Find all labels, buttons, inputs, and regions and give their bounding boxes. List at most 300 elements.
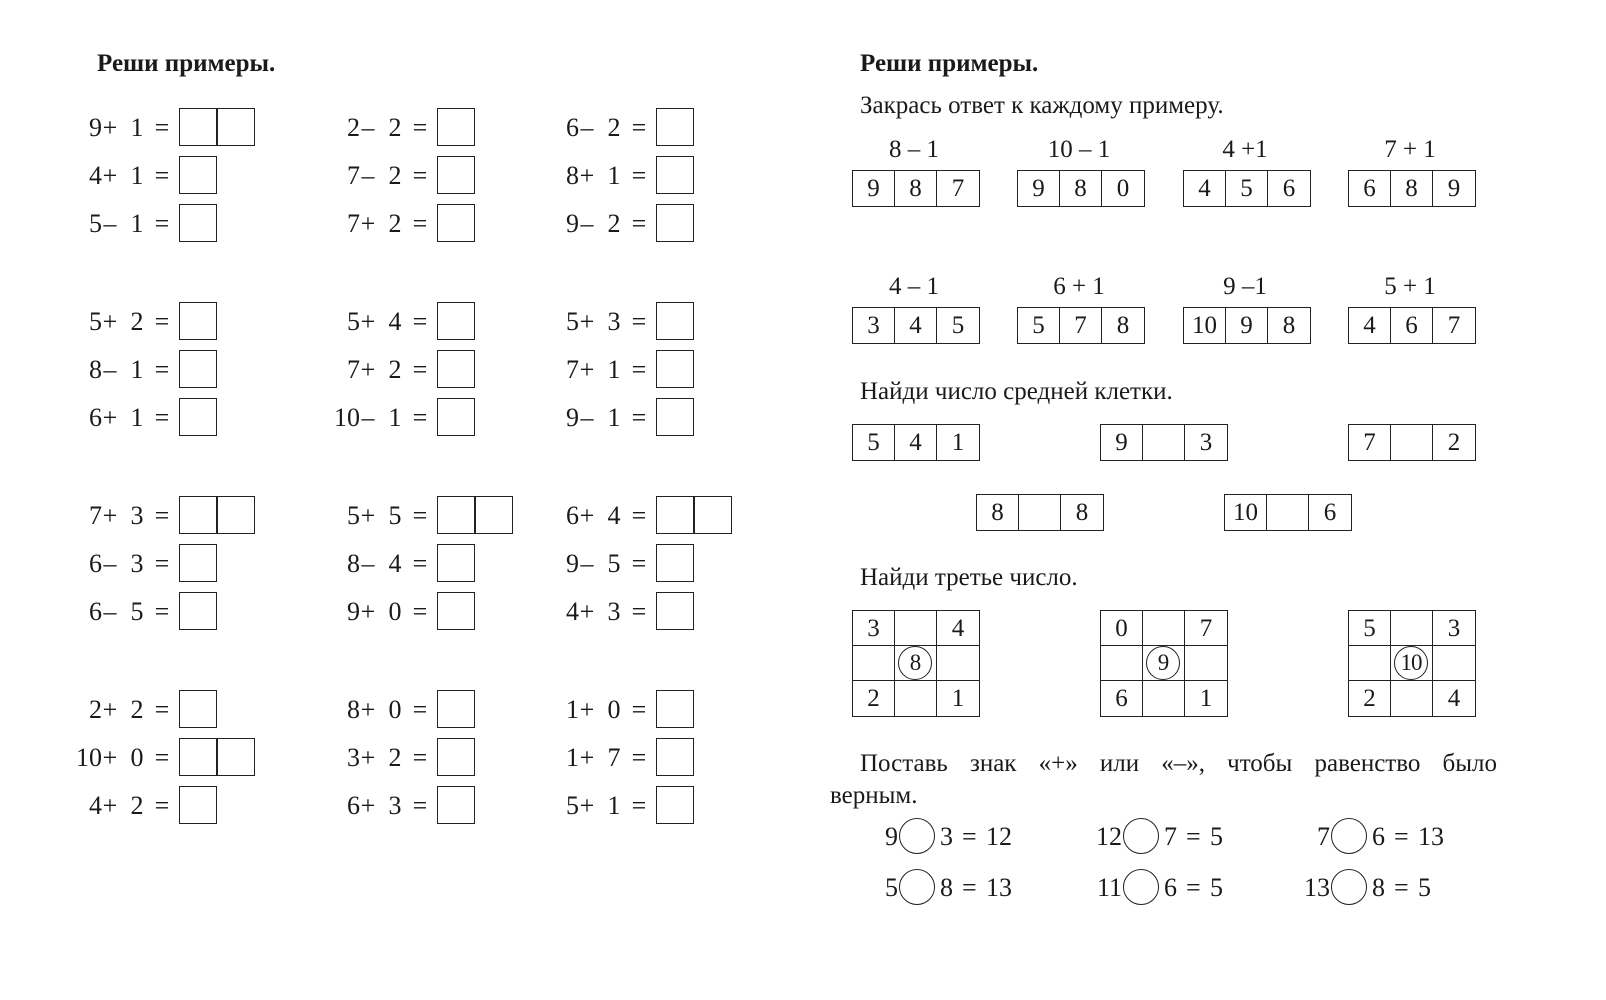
equation (58, 496, 258, 536)
equals-sign: = (631, 161, 647, 190)
equation (535, 786, 735, 826)
sign-circle[interactable] (1123, 869, 1159, 905)
middle-cell[interactable] (1143, 425, 1185, 460)
answer-cell[interactable]: 8 (1116, 312, 1130, 339)
middle-cell[interactable] (1019, 495, 1061, 530)
empty-cell[interactable] (1349, 646, 1391, 681)
grid-cell: 0 (1101, 611, 1143, 646)
equals-sign: = (631, 791, 647, 820)
task1-instruction: Закрась ответ к каждому примеру. (860, 92, 1224, 119)
operand-a: 4 (566, 597, 579, 626)
operand-b: 2 (388, 355, 402, 384)
answer-cell[interactable]: 5 (951, 312, 965, 339)
answer-box[interactable] (437, 350, 475, 388)
task3-instruction: Найди третье число. (860, 564, 1078, 591)
operand-a: 8 (566, 161, 579, 190)
center-circle: 10 (1394, 646, 1428, 680)
operator: + (102, 695, 118, 724)
equals-sign: = (1394, 822, 1409, 851)
operand-a: 9 (885, 822, 898, 851)
answer-box[interactable] (179, 302, 217, 340)
equation (58, 350, 258, 390)
operator: – (361, 403, 375, 432)
operand-a: 5 (347, 307, 360, 336)
empty-cell[interactable] (1391, 611, 1433, 646)
equals-sign: = (962, 873, 977, 902)
equation (535, 398, 735, 438)
sign-circle[interactable] (1123, 818, 1159, 854)
operand-b: 5 (388, 501, 402, 530)
equation (316, 156, 516, 196)
answer-box[interactable] (656, 204, 694, 242)
equation (535, 544, 735, 584)
grid-cell: 3 (1433, 611, 1475, 646)
answer-box[interactable] (656, 108, 694, 146)
answer-cell[interactable]: 9 (853, 171, 895, 206)
strip-cell: 7 (1349, 425, 1391, 460)
answer-cell[interactable]: 9 (1447, 175, 1461, 202)
operator: + (579, 695, 595, 724)
operand-a: 6 (89, 549, 102, 578)
task4-instruction-line2: верным. (830, 782, 918, 809)
equals-sign: = (412, 403, 428, 432)
answer-box[interactable] (179, 738, 217, 776)
operand-b: 4 (607, 501, 621, 530)
equation (535, 592, 735, 632)
answer-cell[interactable]: 8 (1391, 171, 1433, 206)
answer-box[interactable] (179, 690, 217, 728)
operator: – (103, 209, 117, 238)
operand-b: 3 (940, 822, 953, 851)
answer-box[interactable] (179, 496, 217, 534)
equals-sign: = (154, 791, 170, 820)
equation (535, 496, 735, 536)
equation (316, 350, 516, 390)
equals-sign: = (412, 161, 428, 190)
equation (316, 398, 516, 438)
operator: + (102, 743, 118, 772)
equation (535, 204, 735, 244)
operand-a: 7 (347, 355, 360, 384)
grid-cell (1391, 646, 1433, 681)
operand-a: 7 (566, 355, 579, 384)
strip-cell: 8 (977, 495, 1019, 530)
sign-equation (1300, 818, 1500, 858)
answer-box[interactable] (437, 544, 475, 582)
answer-box[interactable] (179, 592, 217, 630)
answer-cell[interactable]: 8 (895, 171, 937, 206)
sign-circle[interactable] (1331, 818, 1367, 854)
equation (316, 496, 516, 536)
operand-a: 8 (89, 355, 102, 384)
equation (58, 738, 258, 778)
answer-cell[interactable]: 8 (1060, 171, 1102, 206)
answer-box[interactable] (437, 204, 475, 242)
operand-a: 8 (347, 695, 360, 724)
equals-sign: = (631, 355, 647, 384)
task2-strip (976, 494, 1104, 531)
operand-a: 7 (347, 209, 360, 238)
equals-sign: = (631, 695, 647, 724)
answer-box[interactable] (217, 108, 255, 146)
operand-a: 5 (347, 501, 360, 530)
operand-a: 7 (89, 501, 102, 530)
answer-box[interactable] (656, 544, 694, 582)
operator: + (360, 695, 376, 724)
equals-sign: = (154, 403, 170, 432)
operand-b: 5 (130, 597, 144, 626)
empty-cell[interactable] (895, 611, 937, 646)
middle-cell[interactable] (1267, 495, 1309, 530)
operator: – (103, 355, 117, 384)
answer-box[interactable] (437, 786, 475, 824)
sign-equation (1092, 869, 1292, 909)
answer-box[interactable] (437, 690, 475, 728)
answer-box[interactable] (437, 738, 475, 776)
grid-cell: 4 (937, 611, 979, 646)
equation (535, 108, 735, 148)
task1-answer-strip (1183, 307, 1311, 344)
equals-sign: = (154, 161, 170, 190)
answer-cell[interactable]: 4 (1184, 171, 1226, 206)
task1-answer-strip (1348, 307, 1476, 344)
operand-a: 8 (347, 549, 360, 578)
grid-cell (1143, 646, 1185, 681)
equation (316, 690, 516, 730)
operator: – (103, 597, 117, 626)
operand-b: 1 (607, 403, 621, 432)
answer-box[interactable] (217, 738, 255, 776)
operand-b: 3 (388, 791, 402, 820)
sign-equation (1300, 869, 1500, 909)
operator: + (360, 597, 376, 626)
empty-cell[interactable] (1143, 681, 1185, 716)
equation (316, 302, 516, 342)
answer-box[interactable] (437, 592, 475, 630)
equals-sign: = (412, 209, 428, 238)
operator: + (579, 355, 595, 384)
sign-equation (868, 869, 1068, 909)
operand-b: 2 (607, 113, 621, 142)
operand-b: 1 (130, 113, 144, 142)
answer-cell[interactable]: 7 (951, 175, 965, 202)
operand-b: 2 (388, 161, 402, 190)
answer-box[interactable] (437, 108, 475, 146)
operand-b: 1 (130, 161, 144, 190)
operand-b: 5 (607, 549, 621, 578)
strip-cell: 9 (1101, 425, 1143, 460)
operand-a: 7 (347, 161, 360, 190)
sign-circle[interactable] (899, 869, 935, 905)
answer-box[interactable] (179, 350, 217, 388)
operand-b: 2 (388, 209, 402, 238)
operand-b: 3 (607, 307, 621, 336)
empty-cell[interactable] (853, 646, 895, 681)
grid-cell: 1 (951, 685, 965, 712)
answer-cell[interactable]: 0 (1116, 175, 1130, 202)
answer-cell[interactable]: 9 (1018, 171, 1060, 206)
empty-cell[interactable] (1391, 681, 1433, 716)
strip-cell: 1 (951, 429, 965, 456)
operator: – (361, 161, 375, 190)
operand-a: 5 (566, 307, 579, 336)
equation (535, 302, 735, 342)
answer-box[interactable] (656, 690, 694, 728)
sign-circle[interactable] (899, 818, 935, 854)
answer-cell[interactable]: 7 (1447, 312, 1461, 339)
answer-box[interactable] (179, 544, 217, 582)
equals-sign: = (631, 307, 647, 336)
operand-a: 4 (89, 161, 102, 190)
operand-b: 2 (388, 113, 402, 142)
equation (58, 690, 258, 730)
operand-b: 2 (130, 695, 144, 724)
answer-cell[interactable]: 3 (853, 308, 895, 343)
answer-cell[interactable]: 6 (1349, 171, 1391, 206)
answer-box[interactable] (475, 496, 513, 534)
task1-answer-strip (1017, 170, 1145, 207)
empty-cell[interactable] (1185, 646, 1227, 681)
answer-cell[interactable]: 8 (1282, 312, 1296, 339)
operator: + (579, 791, 595, 820)
answer-cell[interactable]: 9 (1226, 308, 1268, 343)
operand-a: 3 (347, 743, 360, 772)
equals-sign: = (962, 822, 977, 851)
operand-b: 1 (607, 355, 621, 384)
empty-cell[interactable] (937, 646, 979, 681)
answer-box[interactable] (437, 398, 475, 436)
answer-cell[interactable]: 5 (1018, 308, 1060, 343)
operator: + (360, 743, 376, 772)
operator: + (102, 501, 118, 530)
operand-b: 1 (388, 403, 402, 432)
center-circle: 9 (1146, 646, 1180, 680)
answer-cell[interactable]: 5 (1226, 171, 1268, 206)
result: 13 (1418, 822, 1444, 851)
operand-a: 7 (1317, 822, 1330, 851)
equals-sign: = (631, 743, 647, 772)
operand-b: 0 (607, 695, 621, 724)
operator: – (580, 549, 594, 578)
task3-grid (1348, 610, 1476, 717)
operand-b: 0 (388, 695, 402, 724)
operand-a: 6 (566, 501, 579, 530)
answer-cell[interactable]: 6 (1282, 175, 1296, 202)
operand-b: 3 (130, 549, 144, 578)
empty-cell[interactable] (895, 681, 937, 716)
equation (58, 108, 258, 148)
operand-a: 9 (566, 403, 579, 432)
answer-cell[interactable]: 4 (895, 308, 937, 343)
operand-a: 9 (347, 597, 360, 626)
equals-sign: = (154, 501, 170, 530)
equals-sign: = (154, 355, 170, 384)
task1-expression: 4 +1 (1222, 136, 1268, 163)
empty-cell[interactable] (1101, 646, 1143, 681)
grid-cell: 2 (1349, 681, 1391, 716)
task3-grid (852, 610, 980, 717)
answer-box[interactable] (179, 398, 217, 436)
grid-cell: 1 (1199, 685, 1213, 712)
equation (58, 544, 258, 584)
equals-sign: = (412, 791, 428, 820)
middle-cell[interactable]: 4 (895, 425, 937, 460)
equals-sign: = (154, 307, 170, 336)
operand-b: 1 (607, 791, 621, 820)
operand-b: 1 (130, 403, 144, 432)
answer-cell[interactable]: 4 (1349, 308, 1391, 343)
answer-cell[interactable]: 10 (1184, 308, 1226, 343)
task2-strip (1348, 424, 1476, 461)
operator: – (580, 209, 594, 238)
equation (316, 108, 516, 148)
answer-box[interactable] (656, 786, 694, 824)
equals-sign: = (412, 549, 428, 578)
equals-sign: = (631, 403, 647, 432)
operand-b: 3 (607, 597, 621, 626)
equation (316, 544, 516, 584)
operand-b: 8 (1372, 873, 1385, 902)
result: 13 (986, 873, 1012, 902)
equals-sign: = (631, 549, 647, 578)
answer-box[interactable] (656, 156, 694, 194)
equation (535, 350, 735, 390)
operand-a: 9 (566, 209, 579, 238)
operand-b: 1 (130, 209, 144, 238)
equals-sign: = (1394, 873, 1409, 902)
operator: + (360, 307, 376, 336)
answer-box[interactable] (656, 496, 694, 534)
answer-box[interactable] (656, 592, 694, 630)
operand-a: 5 (885, 873, 898, 902)
answer-cell[interactable]: 7 (1060, 308, 1102, 343)
operand-a: 2 (347, 113, 360, 142)
answer-box[interactable] (437, 302, 475, 340)
operand-b: 8 (940, 873, 953, 902)
sign-circle[interactable] (1331, 869, 1367, 905)
task1-answer-strip (852, 170, 980, 207)
operand-a: 2 (89, 695, 102, 724)
operand-a: 10 (334, 403, 360, 432)
task2-strip (852, 424, 980, 461)
result: 5 (1210, 822, 1223, 851)
operand-a: 9 (566, 549, 579, 578)
left-title: Реши примеры. (97, 50, 276, 77)
operand-a: 4 (89, 791, 102, 820)
operand-a: 6 (89, 403, 102, 432)
answer-box[interactable] (694, 496, 732, 534)
operand-b: 0 (388, 597, 402, 626)
equals-sign: = (631, 209, 647, 238)
equation (58, 156, 258, 196)
answer-box[interactable] (179, 156, 217, 194)
task1-expression: 7 + 1 (1384, 136, 1436, 163)
operator: + (360, 355, 376, 384)
grid-cell: 5 (1349, 611, 1391, 646)
answer-box[interactable] (656, 738, 694, 776)
grid-cell: 3 (853, 611, 895, 646)
task1-expression: 4 – 1 (889, 273, 939, 300)
grid-cell: 7 (1185, 611, 1227, 646)
answer-box[interactable] (179, 204, 217, 242)
operator: + (360, 501, 376, 530)
equals-sign: = (154, 113, 170, 142)
equals-sign: = (631, 113, 647, 142)
answer-box[interactable] (179, 108, 217, 146)
task1-answer-strip (1017, 307, 1145, 344)
equation (58, 786, 258, 826)
equals-sign: = (631, 501, 647, 530)
empty-cell[interactable] (1433, 646, 1475, 681)
operand-b: 2 (607, 209, 621, 238)
task1-expression: 6 + 1 (1053, 273, 1105, 300)
task2-instruction: Найди число средней клетки. (860, 378, 1173, 405)
operator: + (579, 307, 595, 336)
operator: + (360, 791, 376, 820)
operator: + (579, 501, 595, 530)
equation (316, 786, 516, 826)
operator: + (102, 113, 118, 142)
answer-cell[interactable]: 6 (1391, 308, 1433, 343)
operator: – (361, 113, 375, 142)
operand-b: 2 (388, 743, 402, 772)
operand-a: 5 (89, 307, 102, 336)
task2-strip (1224, 494, 1352, 531)
answer-box[interactable] (437, 496, 475, 534)
operand-b: 6 (1164, 873, 1177, 902)
equation (58, 204, 258, 244)
answer-box[interactable] (437, 156, 475, 194)
strip-cell: 5 (853, 425, 895, 460)
middle-cell[interactable] (1391, 425, 1433, 460)
task1-answer-strip (1348, 170, 1476, 207)
result: 5 (1418, 873, 1431, 902)
equals-sign: = (154, 597, 170, 626)
equals-sign: = (412, 695, 428, 724)
answer-box[interactable] (656, 302, 694, 340)
equation (316, 738, 516, 778)
operand-b: 3 (130, 501, 144, 530)
equation (58, 302, 258, 342)
grid-cell: 2 (853, 681, 895, 716)
answer-box[interactable] (179, 786, 217, 824)
equals-sign: = (412, 597, 428, 626)
operand-a: 5 (566, 791, 579, 820)
operand-a: 1 (566, 695, 579, 724)
empty-cell[interactable] (1143, 611, 1185, 646)
equals-sign: = (412, 307, 428, 336)
strip-cell: 2 (1447, 429, 1461, 456)
sign-equation (1092, 818, 1292, 858)
answer-box[interactable] (656, 350, 694, 388)
answer-box[interactable] (217, 496, 255, 534)
answer-box[interactable] (656, 398, 694, 436)
operator: – (580, 403, 594, 432)
operand-b: 7 (607, 743, 621, 772)
equals-sign: = (154, 695, 170, 724)
operator: – (580, 113, 594, 142)
operand-b: 1 (607, 161, 621, 190)
equation (316, 592, 516, 632)
operator: + (579, 161, 595, 190)
operand-a: 12 (1096, 822, 1122, 851)
equals-sign: = (412, 501, 428, 530)
operand-a: 11 (1096, 873, 1122, 902)
result: 12 (986, 822, 1012, 851)
equation (316, 204, 516, 244)
operand-a: 6 (89, 597, 102, 626)
strip-cell: 10 (1225, 495, 1267, 530)
